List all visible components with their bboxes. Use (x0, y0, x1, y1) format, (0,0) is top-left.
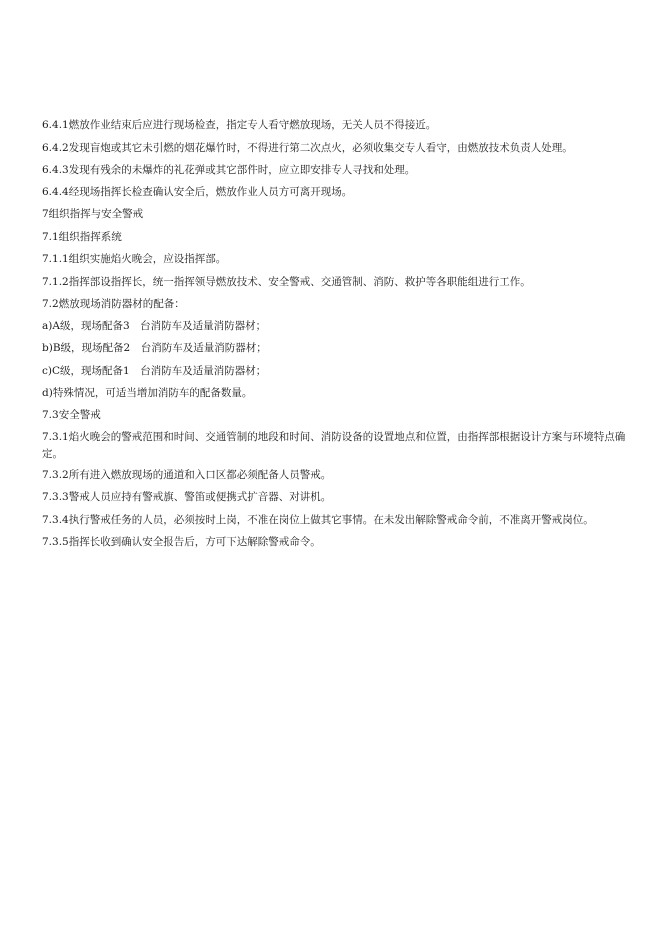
paragraph-7-3-4: 7.3.4执行警戒任务的人员，必须按时上岗，不准在岗位上做其它事情。在未发出解除警戒命令前，不准离开警戒岗位。 (42, 514, 594, 526)
list-item-c: c)C级，现场配备1 台消防车及适量消防器材； (42, 365, 267, 377)
paragraph-7-3-5: 7.3.5指挥长收到确认安全报告后，方可下达解除警戒命令。 (42, 536, 321, 548)
list-item-d: d)特殊情况，可适当增加消防车的配备数量。 (42, 387, 253, 399)
paragraph-7-3-1: 7.3.1焰火晚会的警戒范围和时间、交通管制的地段和时间、消防设备的设置地点和位置，由指挥部根据设计方案与环境特点确定。 (42, 431, 626, 460)
paragraph-6-4-2: 6.4.2发现盲炮或其它未引燃的烟花爆竹时，不得进行第二次点火，必须收集交专人看守，由燃放技术负责人处理。 (42, 142, 573, 154)
paragraph-6-4-3: 6.4.3发现有残余的未爆炸的礼花弹或其它部件时，应立即安排专人寻找和处理。 (42, 164, 416, 176)
section-heading-7-2: 7.2燃放现场消防器材的配备： (42, 298, 185, 310)
list-item-a: a)A级，现场配备3 台消防车及适量消防器材； (42, 320, 267, 332)
section-heading-7-1: 7.1组织指挥系统 (42, 231, 122, 243)
paragraph-6-4-4: 6.4.4经现场指挥长检查确认安全后，燃放作业人员方可离开现场。 (42, 186, 353, 198)
paragraph-6-4-1: 6.4.1燃放作业结束后应进行现场检查，指定专人看守燃放现场，无关人员不得接近。 (42, 119, 437, 131)
list-item-b: b)B级，现场配备2 台消防车及适量消防器材； (42, 342, 267, 354)
paragraph-7-1-1: 7.1.1组织实施焰火晚会，应设指挥部。 (42, 253, 227, 265)
paragraph-7-1-2: 7.1.2指挥部设指挥长，统一指挥领导燃放技术、安全警戒、交通管制、消防、救护等各职能组进行工作。 (42, 276, 531, 288)
paragraph-7-3-2: 7.3.2所有进入燃放现场的通道和入口区都必须配备人员警戒。 (42, 469, 332, 481)
section-heading-7: 7组织指挥与安全警戒 (42, 208, 144, 220)
section-heading-7-3: 7.3安全警戒 (42, 409, 101, 421)
paragraph-7-3-3: 7.3.3警戒人员应持有警戒旗、警笛或便携式扩音器、对讲机。 (42, 491, 332, 503)
